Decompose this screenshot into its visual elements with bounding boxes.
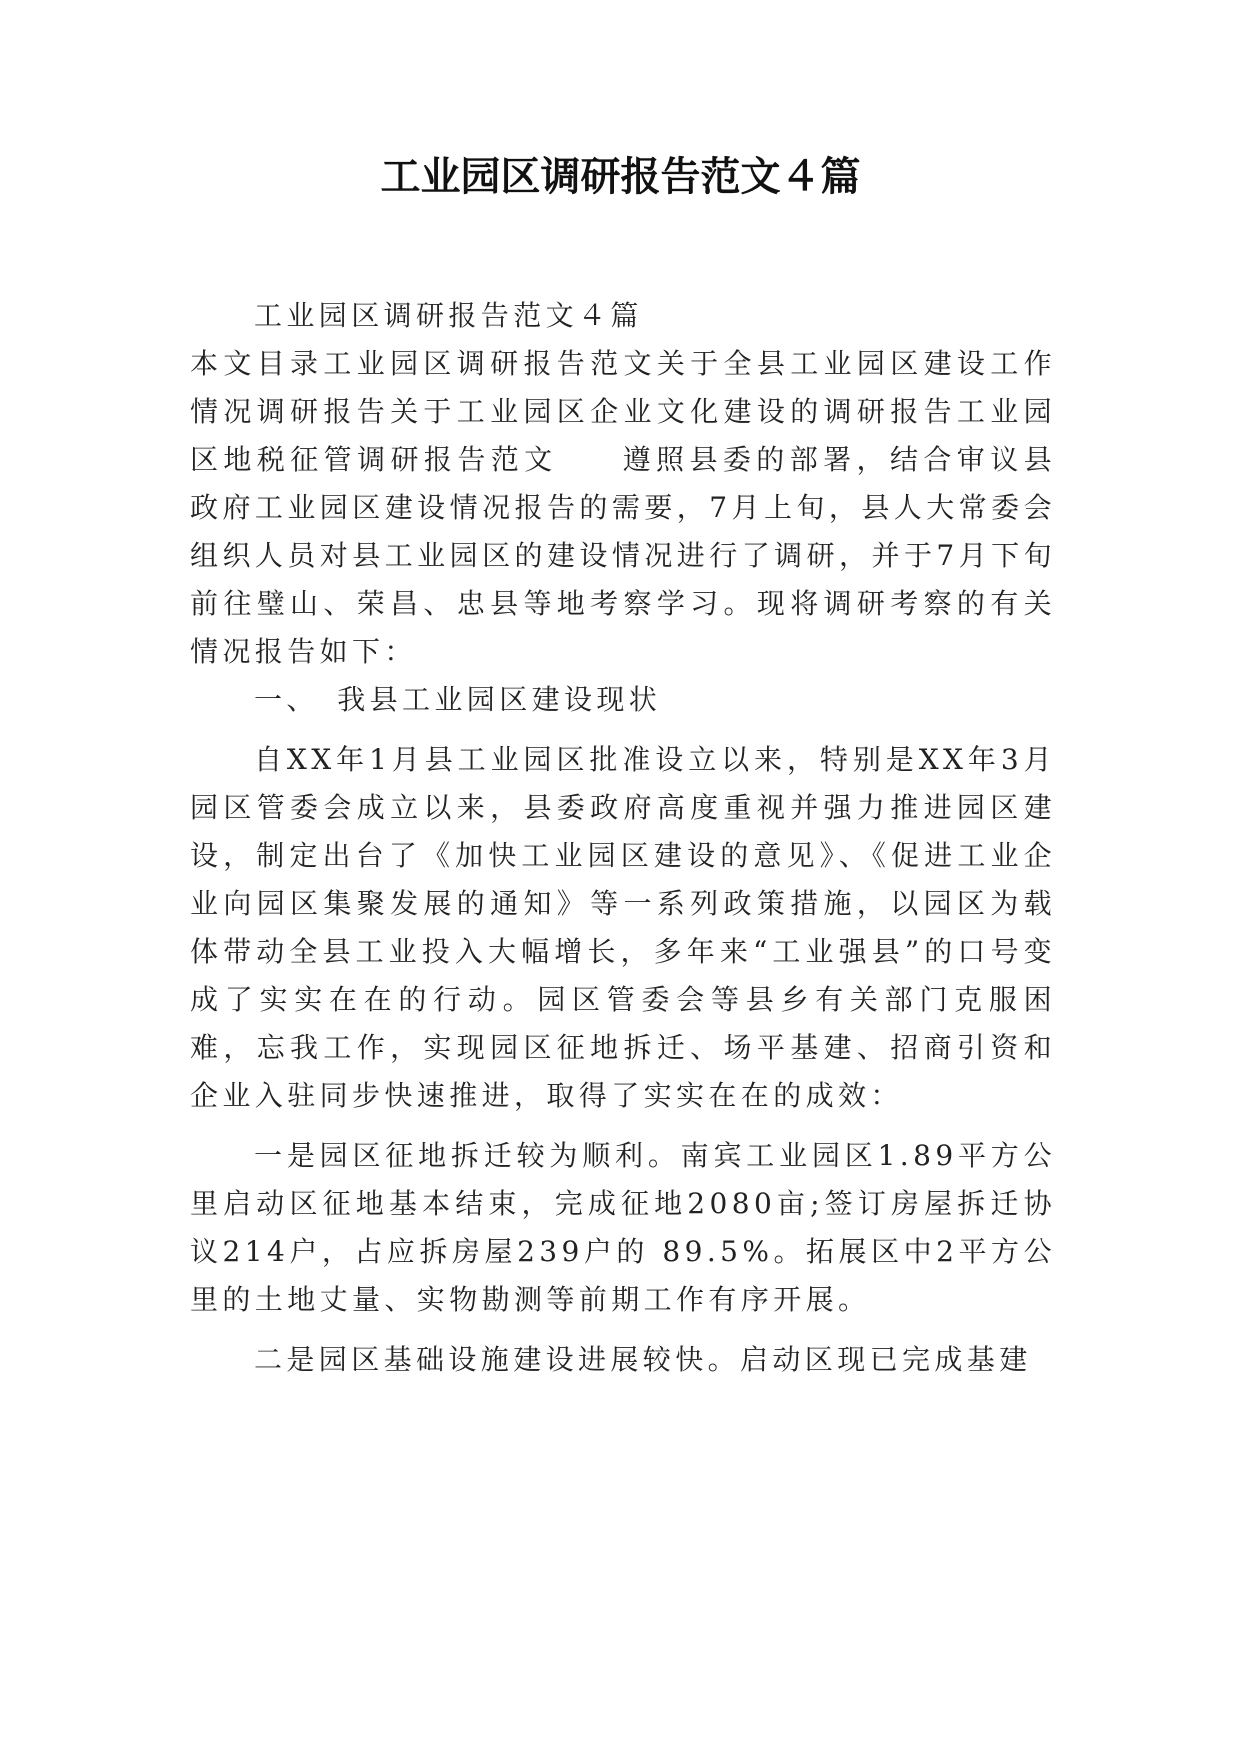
document-body	[190, 292, 1056, 1384]
body-paragraph: 二是园区基础设施建设进展较快。启动区现已完成基建	[254, 1343, 1032, 1376]
body-paragraph: 一是园区征地拆迁较为顺利。南宾工业园区1.89平方公里启动区征地基本结束，完成征地2080亩;签订房屋拆迁协议214户，占应拆房屋239户的 89.5%。拓展区中2平方公里的土地丈量、实物勘测等前期工作有序开展。	[190, 1139, 1056, 1316]
intro-text: 遵照县委的部署，结合审议县政府工业园区建设情况报告的需要，7月上旬，县人大常委会组织人员对县工业园区的建设情况进行了调研，并于7月下旬前往璧山、荣昌、忠县等地考察学习。现将调研考察的有关情况报告如下：	[190, 443, 1057, 668]
table-of-contents: 本文目录工业园区调研报告范文关于全县工业园区建设工作情况调研报告关于工业园区企业文化建设的调研报告工业园区地税征管调研报告范文	[190, 347, 1056, 476]
section-heading: 一、 我县工业园区建设现状	[254, 683, 662, 716]
document-subtitle: 工业园区调研报告范文４篇	[254, 299, 643, 332]
toc-and-intro-paragraph	[190, 340, 1056, 676]
document-title: 工业园区调研报告范文４篇	[380, 153, 861, 200]
body-paragraph: 自XX年1月县工业园区批准设立以来，特别是XX年3月园区管委会成立以来，县委政府高度重视并强力推进园区建设，制定出台了《加快工业园区建设的意见》、《促进工业企业向园区集聚发展的通知》等一系列政策措施，以园区为载体带动全县工业投入大幅增长，多年来“工业强县”的口号变成了实实在在的行动。园区管委会等县乡有关部门克服困难，忘我工作，实现园区征地拆迁、场平基建、招商引资和企业入驻同步快速推进，取得了实实在在的成效：	[190, 743, 1056, 1112]
